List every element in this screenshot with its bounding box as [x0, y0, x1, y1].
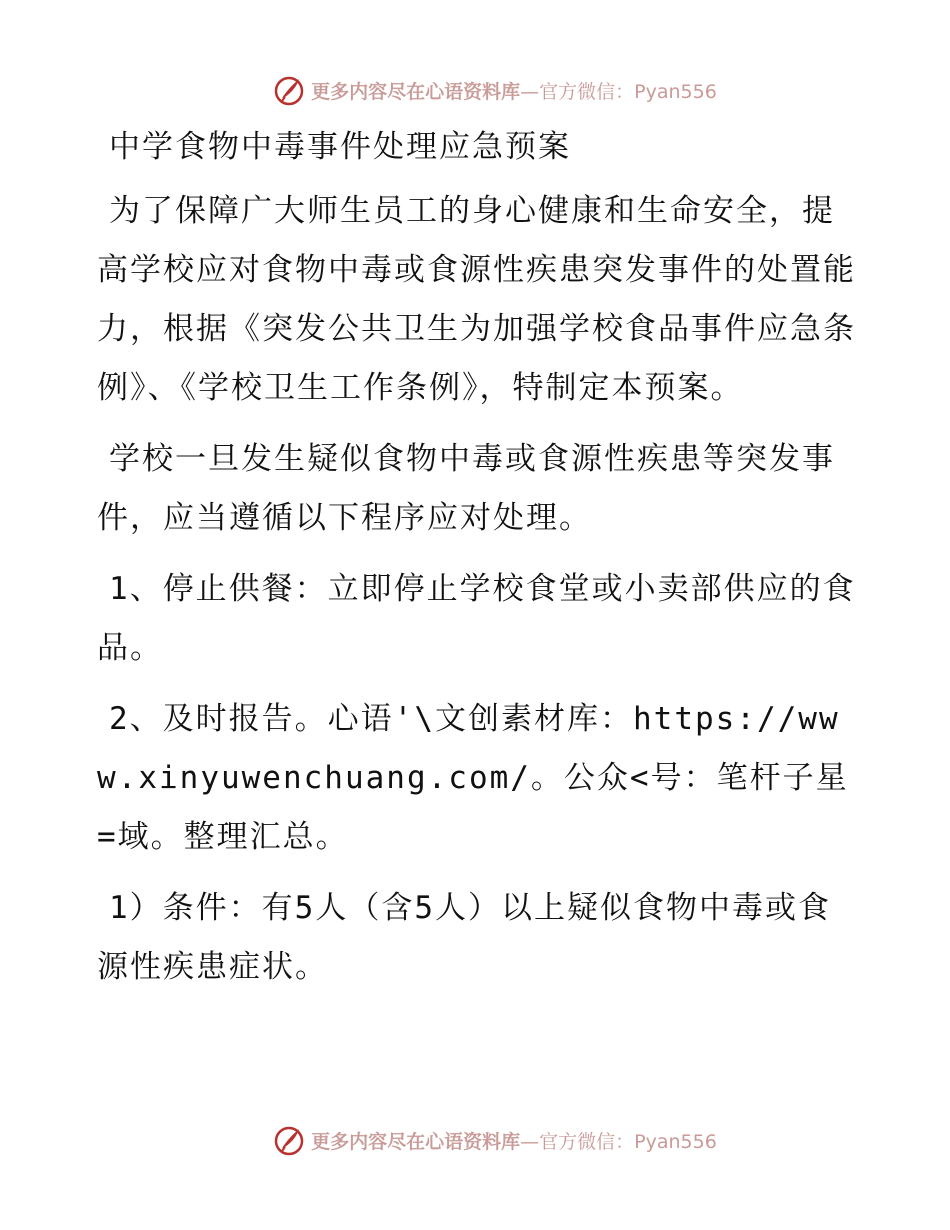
watermark-text: 更多内容尽在心语资料库 — [311, 80, 521, 103]
paragraph-report: 2、及时报告。心语'\文创素材库：https://www.xinyuwenchuang.com/。公众<号：笔杆子星=域。整理汇总。 — [97, 701, 849, 855]
footer-watermark — [0, 1120, 950, 1160]
footer-watermark-inner — [273, 1124, 717, 1156]
header-watermark-inner — [273, 74, 717, 106]
paragraph-procedure: 学校一旦发生疑似食物中毒或食源性疾患等突发事件，应当遵循以下程序应对处理。 — [97, 441, 835, 536]
paragraph-stop-supply: 1、停止供餐：立即停止学校食堂或小卖部供应的食品。 — [97, 571, 856, 666]
paragraph-condition: 1）条件：有5人（含5人）以上疑似食物中毒或食源性疾患症状。 — [97, 890, 831, 985]
quill-pen-logo-icon — [273, 74, 305, 106]
watermark-suffix: —官方微信：Pyan556 — [520, 1130, 717, 1153]
quill-pen-logo-icon — [273, 1124, 305, 1156]
watermark-suffix: —官方微信：Pyan556 — [520, 80, 717, 103]
document-title: 中学食物中毒事件处理应急预案 — [109, 129, 571, 165]
watermark-text: 更多内容尽在心语资料库 — [311, 1130, 521, 1153]
header-watermark — [0, 70, 950, 110]
paragraph-intro: 为了保障广大师生员工的身心健康和生命安全，提高学校应对食物中毒或食源性疾患突发事件的处置能力，根据《突发公共卫生为加强学校食品事件应急条例》、《学校卫生工作条例》，特制定本预案。 — [97, 193, 856, 406]
document-body — [97, 118, 857, 1009]
